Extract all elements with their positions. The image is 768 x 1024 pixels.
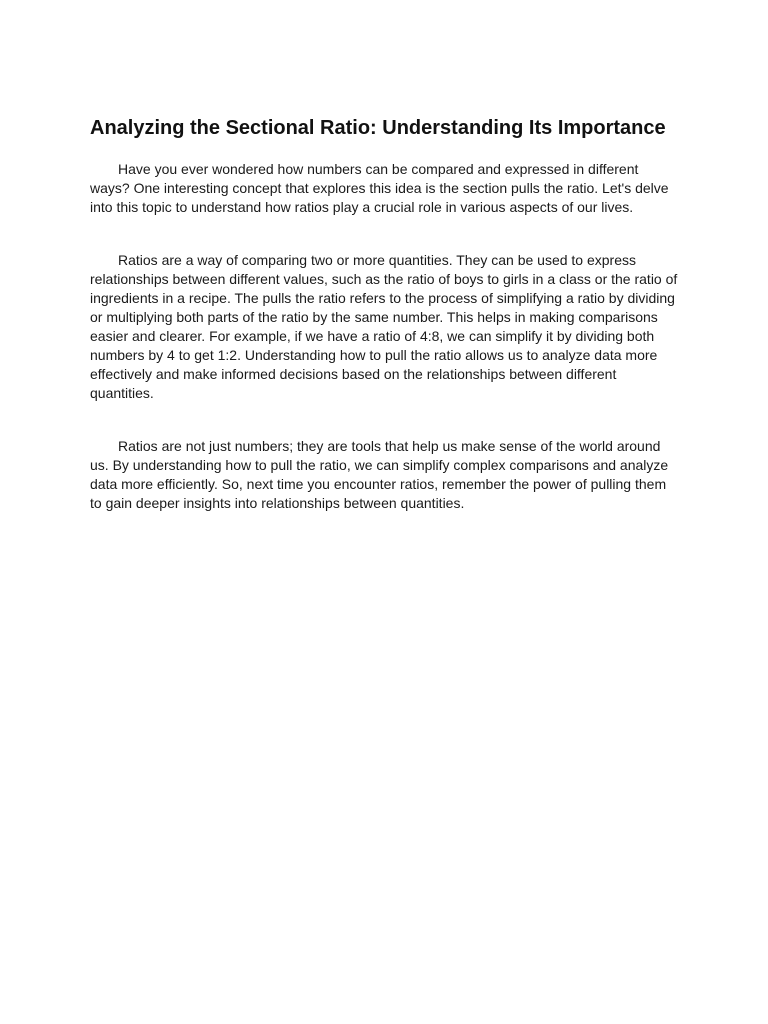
paragraph-conclusion: Ratios are not just numbers; they are tools that help us make sense of the world around us. By understanding how to pull the ratio, we can simplify complex comparisons and analyze data more efficiently. So, next time you encounter ratios, remember the power of pulling them to gain deeper insights into relationships between quantities. [90, 438, 669, 511]
paragraph-body: Ratios are a way of comparing two or more quantities. They can be used to express relationships between different values, such as the ratio of boys to girls in a class or the ratio of ingredients in a recipe. The pulls the ratio refers to the process of simplifying a ratio by dividing or multiplying both parts of the ratio by the same number. This helps in making comparisons easier and clearer. For example, if we have a ratio of 4:8, we can simplify it by dividing both numbers by 4 to get 1:2. Understanding how to pull the ratio allows us to analyze data more effectively and make informed decisions based on the relationships between different quantities. [90, 252, 678, 401]
page-title: Analyzing the Sectional Ratio: Understanding Its Importance [90, 117, 666, 139]
paragraph-intro: Have you ever wondered how numbers can be compared and expressed in different ways? One interesting concept that explores this idea is the section pulls the ratio. Let's delve into this topic to understand how ratios play a crucial role in various aspects of our lives. [90, 161, 669, 215]
document-page [90, 114, 678, 513]
